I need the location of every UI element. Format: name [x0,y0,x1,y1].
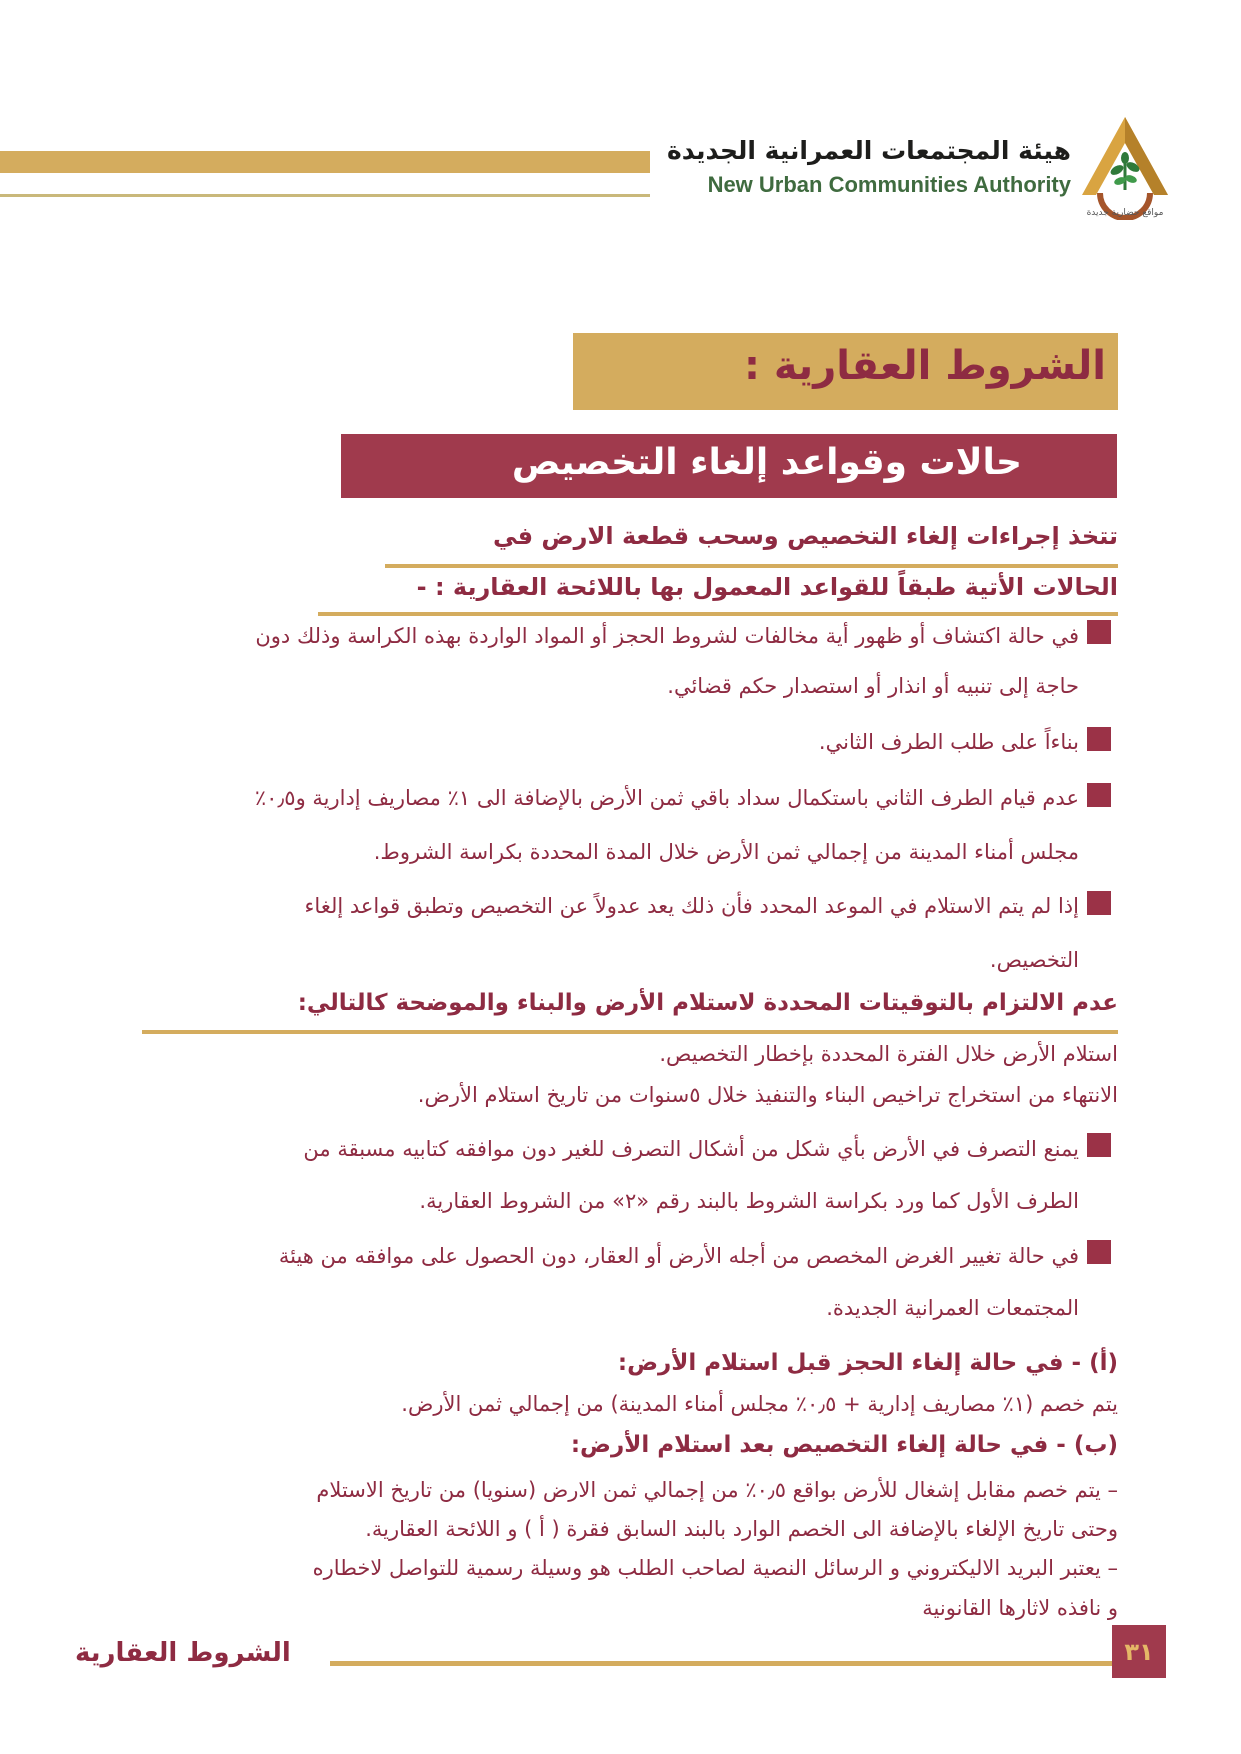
org-name-arabic: هيئة المجتمعات العمرانية الجديدة [666,136,1071,165]
svg-text:مواقع حضارية جديدة: مواقع حضارية جديدة [1086,208,1164,218]
commitment-line-1: استلام الأرض خلال الفترة المحددة بإخطار التخصيص. [659,1042,1118,1066]
header-thin-line [0,194,650,197]
bullet-3-line-1: عدم قيام الطرف الثاني باستكمال سداد باقي ثمن الأرض بالإضافة الى ١٪ مصاريف إدارية و٠٫٥٪ [254,786,1079,810]
bullet-4-line-1: إذا لم يتم الاستلام في الموعد المحدد فأن ذلك يعد عدولاً عن التخصيص وتطبق قواعد إلغاء [304,894,1079,918]
bullet-1-line-1: في حالة اكتشاف أو ظهور أية مخالفات لشروط الحجز أو المواد الواردة بهذه الكراسة وذلك دون [255,624,1079,648]
footer-gold-line [330,1661,1112,1666]
bullet-square-icon [1087,1133,1111,1157]
intro-line-1: تتخذ إجراءات إلغاء التخصيص وسحب قطعة الارض في [493,522,1118,550]
bullet-2-line-1: بناءاً على طلب الطرف الثاني. [818,730,1079,754]
bullet-square-icon [1087,1240,1111,1264]
subsection-title: حالات وقواعد إلغاء التخصيص [511,442,1022,483]
bullet-1-line-2: حاجة إلى تنبيه أو انذار أو استصدار حكم قضائي. [667,674,1079,698]
subsection-title-box [341,434,1117,498]
case-b-heading: (ب) - في حالة إلغاء التخصيص بعد استلام الأرض: [570,1432,1118,1458]
page-number-badge [1112,1625,1166,1678]
header-gold-bar [0,151,650,173]
bullet-square-icon [1087,727,1111,751]
bullet-5-line-2: الطرف الأول كما ورد بكراسة الشروط بالبند رقم «٢» من الشروط العقارية. [419,1189,1079,1213]
bullet-square-icon [1087,620,1111,644]
case-b-line-4: و نافذه لاثارها القانونية [922,1596,1118,1620]
case-b-line-1: – يتم خصم مقابل إشغال للأرض بواقع ٠٫٥٪ من إجمالي ثمن الارض (سنويا) من تاريخ الاستلام [316,1478,1118,1502]
case-a-text: يتم خصم (١٪ مصاريف إدارية + ٠٫٥٪ مجلس أمناء المدينة) من إجمالي ثمن الأرض. [401,1392,1118,1416]
case-b-line-2: وحتى تاريخ الإلغاء بالإضافة الى الخصم الوارد بالبند السابق فقرة ( أ ) و اللائحة العقارية. [365,1517,1118,1541]
commitment-heading: عدم الالتزام بالتوقيتات المحددة لاستلام الأرض والبناء والموضحة كالتالي: [297,990,1118,1016]
commitment-underline [142,1030,1118,1034]
section-title-box [573,333,1118,410]
bullet-6-line-1: في حالة تغيير الغرض المخصص من أجله الأرض أو العقار، دون الحصول على موافقه من هيئة [278,1244,1079,1268]
intro-underline-2 [318,612,1118,616]
intro-underline-1 [385,564,1118,568]
bullet-square-icon [1087,783,1111,807]
bullet-5-line-1: يمنع التصرف في الأرض بأي شكل من أشكال التصرف للغير دون موافقه كتابيه مسبقة من [303,1137,1079,1161]
case-a-heading: (أ) - في حالة إلغاء الحجز قبل استلام الأرض: [617,1350,1118,1376]
case-b-line-3: – يعتبر البريد الاليكتروني و الرسائل النصية لصاحب الطلب هو وسيلة رسمية للتواصل لاخطاره [312,1556,1118,1580]
bullet-square-icon [1087,891,1111,915]
section-title: الشروط العقارية : [744,343,1106,389]
org-name-english: New Urban Communities Authority [707,172,1071,197]
page-number: ٣١ [1124,1637,1154,1666]
commitment-line-2: الانتهاء من استخراج تراخيص البناء والتنفيذ خلال ٥سنوات من تاريخ استلام الأرض. [417,1083,1118,1107]
bullet-6-line-2: المجتمعات العمرانية الجديدة. [826,1296,1079,1320]
bullet-4-line-2: التخصيص. [989,948,1079,972]
nuca-logo-icon [1080,115,1170,220]
bullet-3-line-2: مجلس أمناء المدينة من إجمالي ثمن الأرض خلال المدة المحددة بكراسة الشروط. [373,840,1079,864]
footer-section-title: الشروط العقارية [75,1638,291,1668]
intro-line-2: الحالات الأتية طبقاً للقواعد المعمول بها باللائحة العقارية : - [416,573,1118,601]
